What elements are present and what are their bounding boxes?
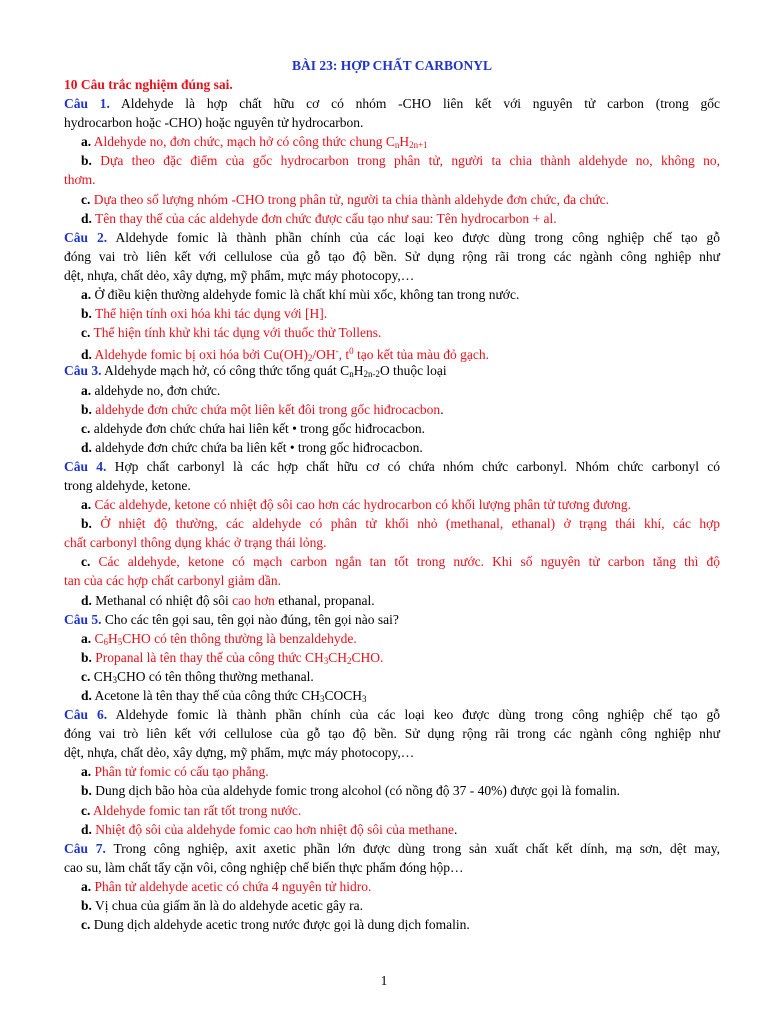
q6-stem-line1: Câu 6. Aldehyde fomic là thành phần chính của các loại keo được dùng trong công nghiệp chế tạo gỗ bbox=[64, 707, 721, 723]
q4-option-a: a. Các aldehyde, ketone có nhiệt độ sôi cao hơn các hydrocarbon có khối lượng phân tử tương đương. bbox=[81, 497, 632, 513]
subtitle: 10 Câu trắc nghiệm đúng sai. bbox=[64, 77, 233, 92]
q2-option-c: c. Thể hiện tính khử khi tác dụng với thuốc thử Tollens. bbox=[81, 325, 382, 341]
q7-option-a: a. Phân tử aldehyde acetic có chứa 4 nguyên tử hidro. bbox=[81, 878, 372, 894]
q6-option-c: c. Aldehyde fomic tan rất tốt trong nước. bbox=[81, 802, 302, 818]
q4-option-b-line2: chất carbonyl thông dụng khác ở trạng thái lỏng. bbox=[64, 535, 327, 551]
q5-stem: Câu 5. Cho các tên gọi sau, tên gọi nào đúng, tên gọi nào sai? bbox=[64, 611, 399, 627]
q1-option-d: d. Tên thay thế của các aldehyde đơn chức được cấu tạo như sau: Tên hydrocarbon + al. bbox=[81, 210, 557, 226]
q4-option-c-line2: tan của các hợp chất carbonyl giảm dần. bbox=[64, 573, 282, 589]
q4-label: Câu 4. bbox=[64, 458, 107, 474]
q1-option-b-line1: b. Dựa theo đặc điểm của gốc hydrocarbon trong phân tử, người ta chia thành aldehyde no, không no, bbox=[81, 153, 720, 169]
q1-label: Câu 1. bbox=[64, 96, 110, 112]
q3-option-a: a. aldehyde no, đơn chức. bbox=[81, 382, 221, 398]
q1-stem-line2: hydrocarbon hoặc -CHO) hoặc nguyên tử hydrocarbon. bbox=[64, 115, 364, 131]
q6-stem-line2: đóng vai trò liên kết với cellulose của gỗ tạo độ bền. Sử dụng rộng rãi trong các ngành công nghiệp như bbox=[64, 726, 720, 742]
q3-option-b: b. aldehyde đơn chức chứa một liên kết đôi trong gốc hiđrocacbon. bbox=[81, 401, 444, 417]
q4-stem-line2: trong aldehyde, ketone. bbox=[64, 477, 191, 493]
q3-stem: Câu 3. Aldehyde mạch hở, có công thức tổng quát $C_nH_{2n-2}O$ thuộc loại bbox=[64, 363, 447, 380]
q7-stem-line2: cao su, làm chất tẩy cặn vôi, công nghiệp chế biến thực phẩm đóng hộp… bbox=[64, 859, 464, 875]
q2-stem-line3: dệt, nhựa, chất dẻo, xây dựng, mỹ phẩm, mực máy photocopy,… bbox=[64, 267, 415, 283]
q3-label: Câu 3. bbox=[64, 363, 102, 379]
q7-stem-line1: Câu 7. Trong công nghiệp, axit axetic phần lớn được dùng trong sản xuất chất kết dính, mạ sơn, dệt may, bbox=[64, 840, 720, 856]
page-title: BÀI 23: HỢP CHẤT CARBONYL bbox=[291, 58, 493, 73]
q6-stem-line3: dệt, nhựa, chất dẻo, xây dựng, mỹ phẩm, mực máy photocopy,… bbox=[64, 745, 415, 761]
q1-option-a: a. Aldehyde no, đơn chức, mạch hở có công thức chung $C_nH_{2n+1}$ bbox=[81, 134, 428, 151]
q7-label: Câu 7. bbox=[64, 840, 106, 856]
q7-option-c: c. Dung dịch aldehyde acetic trong nước được gọi là dung dịch fomalin. bbox=[81, 917, 470, 933]
q6-option-b: b. Dung dịch bão hòa của aldehyde fomic trong alcohol (có nồng độ 37 - 40%) được gọi là fomalin. bbox=[81, 783, 620, 799]
q4-option-d: d. Methanal có nhiệt độ sôi cao hơn ethanal, propanal. bbox=[81, 592, 375, 608]
q3-option-c: c. aldehyde đơn chức chứa hai liên kết • trong gốc hiđrocacbon. bbox=[81, 420, 426, 436]
q2-option-a: a. Ở điều kiện thường aldehyde fomic là chất khí mùi xốc, không tan trong nước. bbox=[81, 287, 520, 303]
q3-option-d: d. aldehyde đơn chức chứa ba liên kết • trong gốc hiđrocacbon. bbox=[81, 439, 423, 455]
q4-stem-line1: Câu 4. Hợp chất carbonyl là các hợp chất hữu cơ có chứa nhóm chức carbonyl. Nhóm chức carbonyl có bbox=[64, 458, 720, 474]
q6-option-d: d. Nhiệt độ sôi của aldehyde fomic cao hơn nhiệt độ sôi của methane. bbox=[81, 821, 458, 837]
q1-stem-line1: Câu 1. Aldehyde là hợp chất hữu cơ có nhóm -CHO liên kết với nguyên tử carbon (trong gốc bbox=[64, 96, 720, 112]
q2-stem-line2: đóng vai trò liên kết với cellulose của gỗ tạo độ bền. Sử dụng rộng rãi trong các ngành công nghiệp như bbox=[64, 248, 720, 264]
q2-label: Câu 2. bbox=[64, 229, 108, 245]
q1-option-c: c. Dựa theo số lượng nhóm -CHO trong phân tử, người ta chia thành aldehyde đơn chức, đa chức. bbox=[81, 191, 609, 207]
page-number: 1 bbox=[380, 973, 388, 988]
document-page bbox=[64, 56, 720, 934]
q5-option-a: a. $C_6H_5CHO$ có tên thông thường là benzaldehyde. bbox=[81, 630, 357, 647]
q2-option-b: b. Thể hiện tính oxi hóa khi tác dụng với [H]. bbox=[81, 306, 328, 322]
q5-label: Câu 5. bbox=[64, 611, 102, 627]
q2-stem-line1: Câu 2. Aldehyde fomic là thành phần chính của các loại keo được dùng trong công nghiệp chế tạo gỗ bbox=[64, 229, 721, 245]
q2-option-d: d. Aldehyde fomic bị oxi hóa bởi $Cu(OH)_2/OH^-$, $t^0$ tạo kết tủa màu đỏ gạch. bbox=[81, 346, 489, 364]
q6-option-a: a. Phân tử fomic có cấu tạo phẳng. bbox=[81, 764, 269, 780]
q1-option-b-line2: thơm. bbox=[64, 172, 96, 188]
q5-option-d: d. Acetone là tên thay thế của công thức $CH_3COCH_3$ bbox=[81, 688, 367, 704]
q6-label: Câu 6. bbox=[64, 707, 108, 723]
q5-option-b: b. Propanal là tên thay thế của công thức $CH_3CH_2CHO$. bbox=[81, 649, 384, 666]
q4-option-b-line1: b. Ở nhiệt độ thường, các aldehyde có phân tử khối nhỏ (methanal, ethanal) ở trạng thái khí, các hợp bbox=[81, 516, 721, 532]
q7-option-b: b. Vị chua của giấm ăn là do aldehyde acetic gây ra. bbox=[81, 898, 364, 914]
q4-option-c-line1: c. Các aldehyde, ketone có mạch carbon ngắn tan tốt trong nước. Khi số nguyên tử carbon tăng thì độ bbox=[81, 554, 721, 570]
q5-option-c: c. $CH_3CHO$ có tên thông thường methanal. bbox=[81, 668, 314, 685]
